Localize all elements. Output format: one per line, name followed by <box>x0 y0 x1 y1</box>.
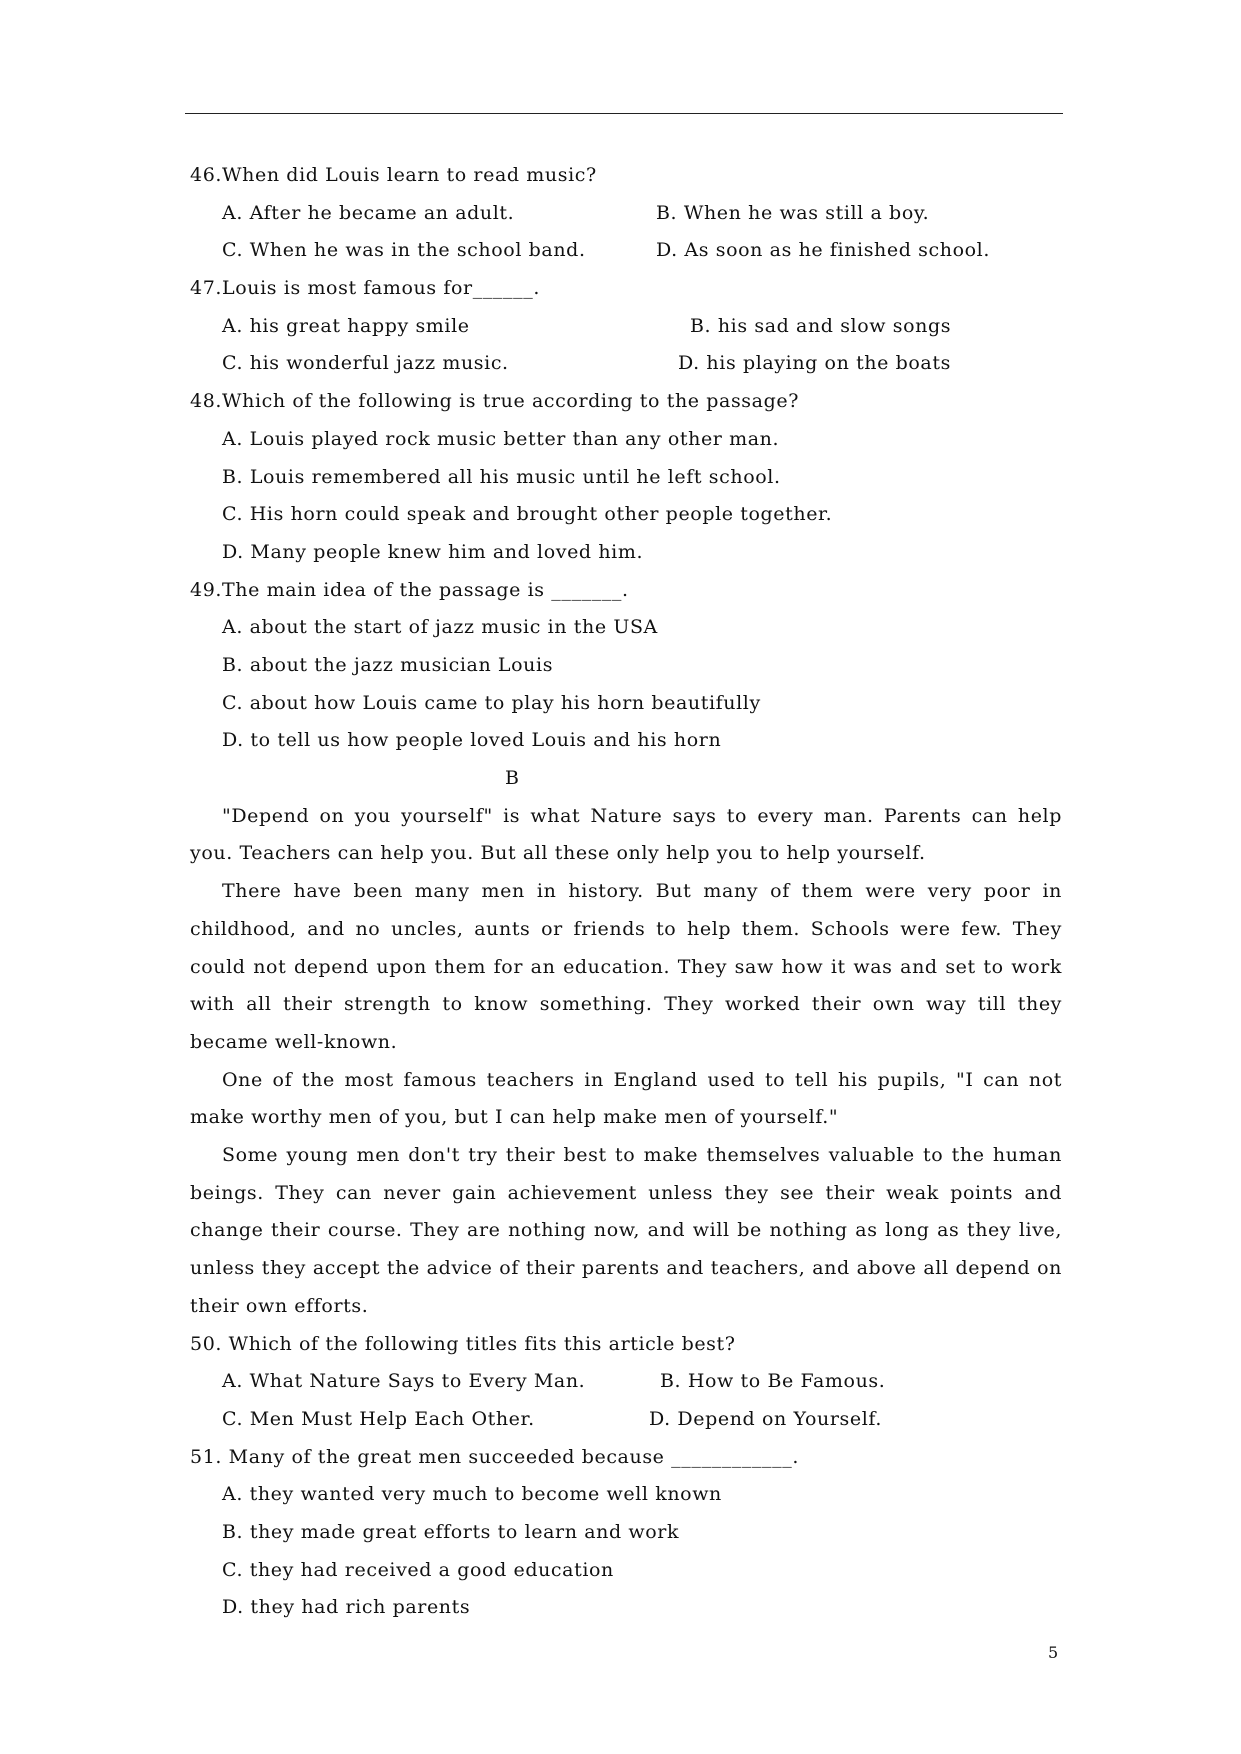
page-number: 5 <box>1048 1643 1059 1662</box>
question-50-option-d: D. Depend on Yourself. <box>649 1407 882 1430</box>
question-46-option-d: D. As soon as he finished school. <box>656 239 990 262</box>
question-48-option-d: D. Many people knew him and loved him. <box>222 540 644 563</box>
question-47-option-d: D. his playing on the boats <box>678 352 951 375</box>
question-46-option-a: A. After he became an adult. <box>222 201 515 224</box>
question-48-option-c: C. His horn could speak and brought other people together. <box>222 503 833 526</box>
question-49-stem: 49.The main idea of the passage is _______. <box>190 578 629 601</box>
question-48-option-b: B. Louis remembered all his music until he left school. <box>222 465 781 488</box>
question-50-stem: 50. Which of the following titles fits this article best? <box>190 1332 736 1355</box>
question-47-stem: 47.Louis is most famous for______. <box>190 277 540 300</box>
question-51-option-c: C. they had received a good education <box>222 1558 614 1581</box>
question-51-option-d: D. they had rich parents <box>222 1596 471 1619</box>
question-47-option-c: C. his wonderful jazz music. <box>222 352 509 375</box>
question-46-options-row-2 <box>190 232 1062 270</box>
question-50-options-row-2 <box>190 1401 1062 1439</box>
question-50-options-row-1 <box>190 1363 1062 1401</box>
question-46-option-c: C. When he was in the school band. <box>222 239 586 262</box>
passage-paragraph-1: "Depend on you yourself" is what Nature says to every man. Parents can help you. Teachers can help you. But all these only help you to help yourself. <box>190 804 1062 865</box>
question-49-option-b: B. about the jazz musician Louis <box>222 653 554 676</box>
question-49-option-a: A. about the start of jazz music in the USA <box>222 616 658 639</box>
question-47-options-row-1 <box>190 308 1062 346</box>
question-49-option-d: D. to tell us how people loved Louis and his horn <box>222 729 722 752</box>
document-body <box>190 157 1062 1627</box>
header-rule <box>185 113 1063 114</box>
question-46-stem: 46.When did Louis learn to read music? <box>190 164 597 186</box>
section-b-heading: B <box>505 767 520 789</box>
question-47-options-row-2 <box>190 345 1062 383</box>
question-48-stem: 48.Which of the following is true according to the passage? <box>190 390 799 413</box>
question-47-option-a: A. his great happy smile <box>222 314 470 337</box>
question-51-option-a: A. they wanted very much to become well known <box>222 1483 722 1506</box>
question-47-option-b: B. his sad and slow songs <box>690 314 952 337</box>
passage-paragraph-4: Some young men don't try their best to make themselves valuable to the human beings. They can never gain achievement unless they see their weak points and change their course. They are nothing now, and will be nothing as long as they live, unless they accept the advice of their parents and teachers, and above all depend on their own efforts. <box>190 1144 1062 1317</box>
question-50-option-b: B. How to Be Famous. <box>660 1370 886 1393</box>
question-50-option-a: A. What Nature Says to Every Man. <box>222 1370 586 1393</box>
passage-paragraph-3: One of the most famous teachers in England used to tell his pupils, "I can not make worthy men of you, but I can help make men of yourself." <box>190 1068 1062 1129</box>
question-48-option-a: A. Louis played rock music better than any other man. <box>222 427 780 450</box>
question-49-option-c: C. about how Louis came to play his horn beautifully <box>222 691 761 714</box>
question-51-stem: 51. Many of the great men succeeded because ____________. <box>190 1445 799 1468</box>
question-50-option-c: C. Men Must Help Each Other. <box>222 1407 535 1430</box>
passage-paragraph-2: There have been many men in history. But many of them were very poor in childhood, and no uncles, aunts or friends to help them. Schools were few. They could not depend upon them for an education. They saw how it was and set to work with all their strength to know something. They worked their own way till they became well-known. <box>190 880 1062 1053</box>
question-46-option-b: B. When he was still a boy. <box>656 201 930 224</box>
question-46-options-row-1 <box>190 195 1062 233</box>
question-51-option-b: B. they made great efforts to learn and work <box>222 1520 680 1543</box>
